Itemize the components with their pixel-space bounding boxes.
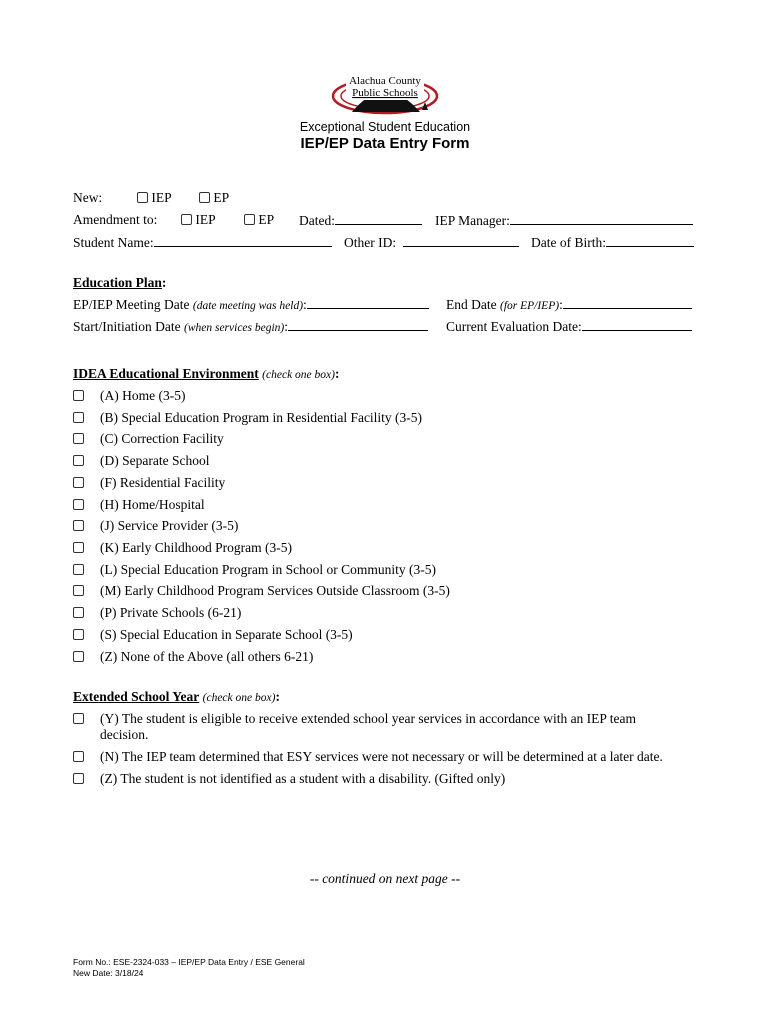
environment-option[interactable]	[73, 410, 422, 426]
evaluation-date-field[interactable]	[446, 318, 692, 335]
esy-y-label-cont: decision.	[100, 727, 149, 742]
end-date-label: End Date	[446, 297, 497, 312]
dob-label: Date of Birth:	[531, 235, 606, 250]
environment-heading-text: IDEA Educational Environment	[73, 366, 259, 381]
environment-checkbox[interactable]	[73, 520, 84, 531]
new-iep-checkbox[interactable]	[137, 192, 148, 203]
footer-form-number: Form No.: ESE-2324-033 – IEP/EP Data Entry / ESE General	[73, 957, 305, 967]
environment-option[interactable]	[73, 497, 205, 513]
environment-checkbox[interactable]	[73, 585, 84, 596]
environment-checkbox[interactable]	[73, 477, 84, 488]
environment-option-label: (L) Special Education Program in School or Community (3-5)	[100, 562, 436, 577]
environment-option[interactable]	[73, 518, 238, 534]
new-row	[73, 190, 102, 206]
education-plan-colon: :	[161, 275, 167, 290]
new-label: New:	[73, 190, 103, 205]
amend-ep-option[interactable]	[244, 212, 274, 228]
environment-option-label: (J) Service Provider (3-5)	[100, 518, 239, 533]
new-ep-label: EP	[213, 190, 230, 205]
esy-heading: Extended School Year (check one box):	[73, 689, 280, 704]
evaluation-date-label: Current Evaluation Date:	[446, 319, 582, 334]
meeting-date-hint: (date meeting was held)	[192, 300, 304, 312]
environment-checkbox[interactable]	[73, 564, 84, 575]
environment-option-label: (S) Special Education in Separate School (3-5)	[100, 627, 353, 642]
logo-line2: Public Schools	[352, 87, 418, 99]
new-iep-option[interactable]	[137, 190, 172, 206]
environment-option[interactable]	[73, 388, 185, 404]
meeting-date-line[interactable]	[307, 296, 429, 309]
environment-checkbox[interactable]	[73, 499, 84, 510]
iep-manager-line[interactable]	[510, 212, 693, 225]
environment-checkbox[interactable]	[73, 390, 84, 401]
esy-hint: (check one box)	[202, 692, 276, 704]
esy-n-checkbox[interactable]	[73, 751, 84, 762]
environment-hint: (check one box)	[262, 369, 335, 381]
education-plan-heading-text: Education Plan	[73, 275, 162, 290]
start-date-label: Start/Initiation Date	[73, 319, 181, 334]
meeting-date-label: EP/IEP Meeting Date	[73, 297, 190, 312]
end-date-line[interactable]	[563, 296, 692, 309]
esy-z-checkbox[interactable]	[73, 773, 84, 784]
esy-y-checkbox[interactable]	[73, 713, 84, 724]
student-name-field[interactable]	[73, 234, 332, 251]
environment-option-label: (K) Early Childhood Program (3-5)	[100, 540, 292, 555]
other-id-field[interactable]	[344, 234, 519, 251]
iep-manager-label: IEP Manager:	[435, 213, 510, 228]
environment-option-label: (M) Early Childhood Program Services Outside Classroom (3-5)	[100, 583, 450, 598]
environment-option-label: (B) Special Education Program in Residential Facility (3-5)	[100, 410, 423, 425]
environment-checkbox[interactable]	[73, 651, 84, 662]
environment-option-label: (F) Residential Facility	[100, 475, 226, 490]
end-date-hint: (for EP/IEP)	[499, 300, 560, 312]
environment-option-label: (Z) None of the Above (all others 6-21)	[100, 649, 314, 664]
esy-option-z[interactable]	[73, 771, 505, 787]
environment-checkbox[interactable]	[73, 542, 84, 553]
environment-option[interactable]	[73, 605, 241, 621]
esy-y-label: (Y) The student is eligible to receive extended school year services in accordance with an IEP team	[100, 711, 637, 726]
new-ep-option[interactable]	[199, 190, 229, 206]
esy-heading-text: Extended School Year	[73, 689, 200, 704]
amend-iep-option[interactable]	[181, 212, 216, 228]
esy-n-label: (N) The IEP team determined that ESY services were not necessary or will be determined at a later date.	[100, 749, 663, 764]
esy-z-label: (Z) The student is not identified as a student with a disability. (Gifted only)	[100, 771, 506, 786]
new-iep-label: IEP	[151, 190, 172, 205]
environment-option-label: (H) Home/Hospital	[100, 497, 205, 512]
other-id-line[interactable]	[403, 234, 519, 247]
esy-option-y[interactable]	[73, 711, 636, 727]
logo-line1: Alachua County	[349, 75, 421, 87]
education-plan-heading	[73, 275, 166, 291]
dated-line[interactable]	[335, 212, 422, 225]
environment-option[interactable]	[73, 453, 209, 469]
end-date-field[interactable]: End Date (for EP/IEP):	[446, 296, 692, 313]
amend-iep-checkbox[interactable]	[181, 214, 192, 225]
page-title: IEP/EP Data Entry Form	[300, 135, 470, 152]
environment-option[interactable]	[73, 583, 450, 599]
amend-ep-checkbox[interactable]	[244, 214, 255, 225]
start-date-hint: (when services begin)	[183, 322, 285, 334]
start-date-field[interactable]: Start/Initiation Date (when services begin):	[73, 318, 428, 335]
iep-manager-field[interactable]	[435, 212, 693, 229]
student-name-line[interactable]	[154, 234, 332, 247]
environment-option[interactable]	[73, 649, 313, 665]
department-name: Exceptional Student Education	[299, 120, 471, 134]
dated-label: Dated:	[299, 213, 335, 228]
environment-option[interactable]	[73, 627, 353, 643]
new-ep-checkbox[interactable]	[199, 192, 210, 203]
student-name-label: Student Name:	[73, 235, 154, 250]
environment-heading: IDEA Educational Environment (check one box):	[73, 366, 340, 381]
continued-note: -- continued on next page --	[309, 871, 461, 886]
other-id-label: Other ID:	[344, 235, 397, 250]
environment-checkbox[interactable]	[73, 455, 84, 466]
dob-line[interactable]	[606, 234, 694, 247]
meeting-date-field[interactable]: EP/IEP Meeting Date (date meeting was held):	[73, 296, 429, 313]
environment-option[interactable]	[73, 562, 436, 578]
environment-option[interactable]	[73, 431, 224, 447]
dated-field[interactable]	[299, 212, 422, 229]
amend-ep-label: EP	[258, 212, 275, 227]
district-logo	[330, 72, 442, 122]
environment-option-label: (A) Home (3-5)	[100, 388, 186, 403]
amend-iep-label: IEP	[195, 212, 216, 227]
environment-option[interactable]	[73, 540, 292, 556]
environment-checkbox[interactable]	[73, 412, 84, 423]
evaluation-date-line[interactable]	[582, 318, 692, 331]
dob-field[interactable]	[531, 234, 694, 251]
environment-checkbox[interactable]	[73, 607, 84, 618]
environment-checkbox[interactable]	[73, 433, 84, 444]
start-date-line[interactable]	[288, 318, 428, 331]
environment-option-label: (P) Private Schools (6-21)	[100, 605, 242, 620]
environment-option[interactable]	[73, 475, 225, 491]
amendment-label: Amendment to:	[73, 212, 158, 227]
environment-option-label: (C) Correction Facility	[100, 431, 224, 446]
esy-option-n[interactable]	[73, 749, 663, 765]
footer-new-date: New Date: 3/18/24	[73, 968, 144, 978]
environment-checkbox[interactable]	[73, 629, 84, 640]
environment-option-label: (D) Separate School	[100, 453, 210, 468]
